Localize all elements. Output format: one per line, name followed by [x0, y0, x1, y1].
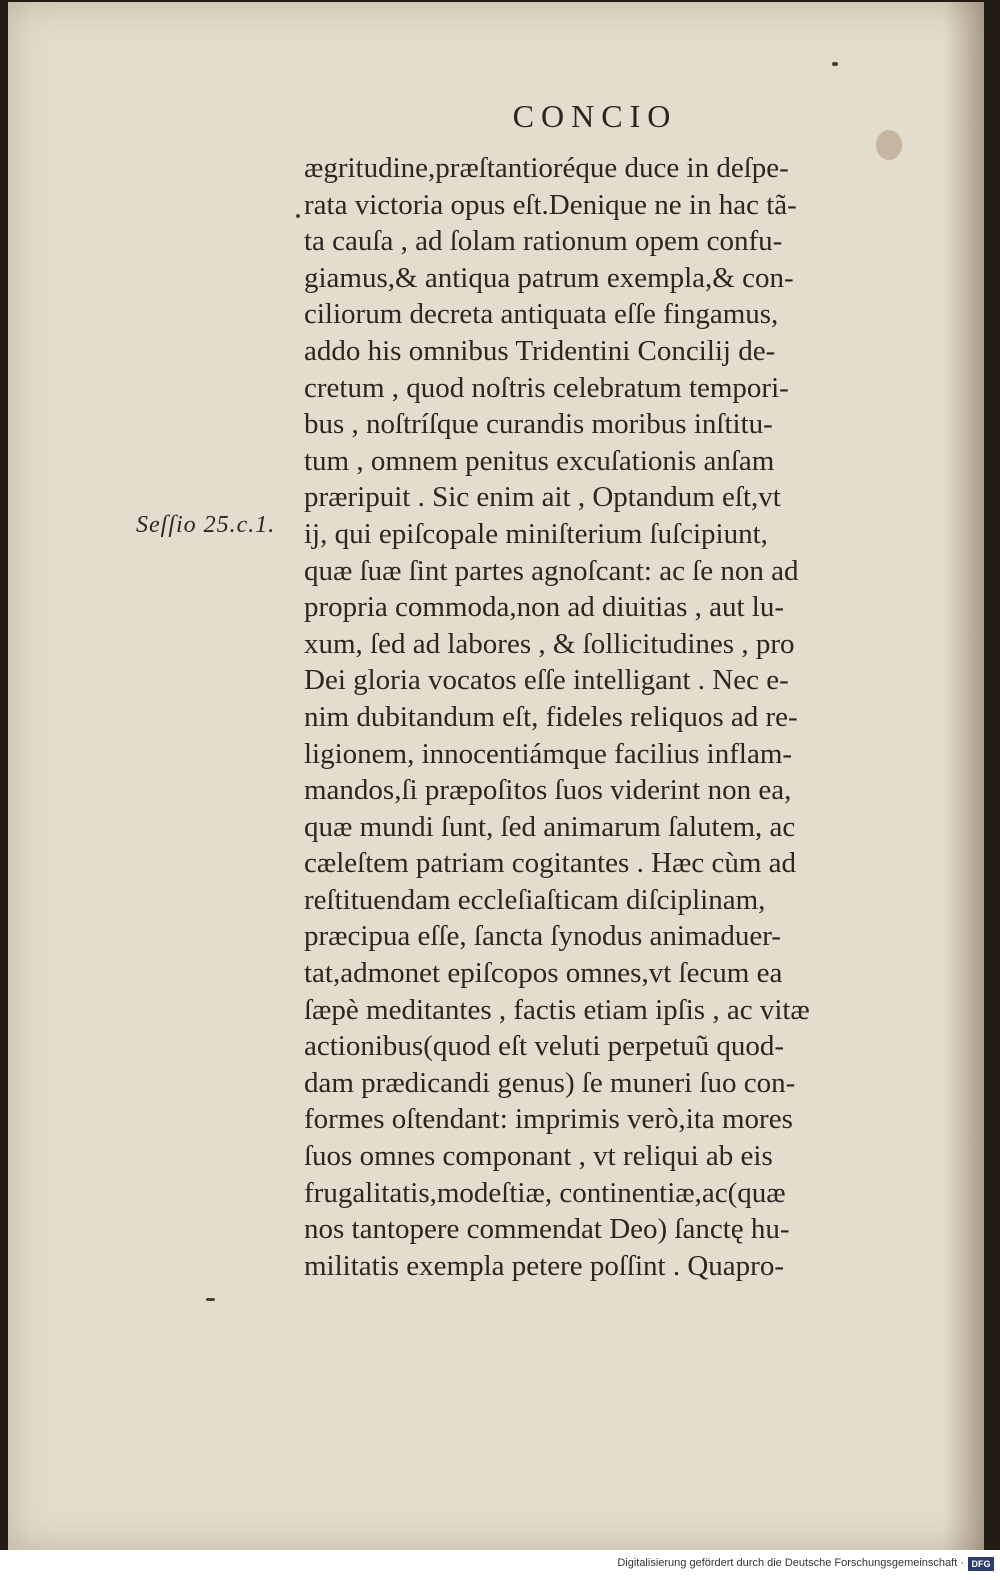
text-line: ægritudine,præſtantioréque duce in deſpe- — [304, 152, 789, 184]
text-line: Dei gloria vocatos eſſe intelligant . Nec e- — [304, 664, 789, 697]
text-line: actionibus(quod eſt veluti perpetuũ quod- — [304, 1030, 785, 1063]
text-line: tum , omnem penitus excuſationis anſam — [304, 444, 775, 477]
text-line: cretum , quod noſtris celebratum tempori- — [304, 371, 789, 404]
text-line: cæleſtem patriam cogitantes . Hæc cùm ad — [304, 847, 797, 880]
text-line: militatis exempla petere poſſint . Quapro- — [304, 1249, 784, 1282]
text-line: reſtituendam eccleſiaſticam diſciplinam, — [304, 883, 766, 916]
text-line: frugalitatis,modeſtiæ, continentiæ,ac(quæ — [304, 1176, 786, 1209]
text-line: xum, ſed ad labores , & ſollicitudines , pro — [304, 627, 795, 660]
footer-bar — [0, 1550, 1000, 1580]
text-line: bus , noſtríſque curandis moribus inſtitu- — [304, 408, 773, 441]
footer-credit: Digitalisierung gefördert durch die Deutsche Forschungsgemeinschaft · — [617, 1557, 964, 1569]
body-text — [304, 150, 916, 1284]
text-line: ciliorum decreta antiquata eſſe fingamus, — [304, 298, 779, 331]
text-line: tat,admonet epiſcopos omnes,vt ſecum ea — [304, 957, 783, 990]
ink-speck — [206, 1298, 215, 1301]
text-line: ligionem, innocentiámque facilius inflam- — [304, 737, 793, 770]
marginal-note: Seſſio 25.c.1. — [136, 512, 276, 538]
text-line: quæ ſuæ ſint partes agnoſcant: ac ſe non ad — [304, 554, 799, 587]
text-line: nim dubitandum eſt, fideles reliquos ad re- — [304, 700, 798, 733]
text-line: quæ mundi ſunt, ſed animarum ſalutem, ac — [304, 810, 796, 843]
text-line: præripuit . Sic enim ait , Optandum eſt,vt — [304, 481, 781, 514]
ink-speck — [296, 214, 300, 218]
text-line: formes oſtendant: imprimis verò,ita mores — [304, 1103, 793, 1136]
running-head: CONCIO — [512, 98, 678, 134]
text-line: præcipua eſſe, ſancta ſynodus animaduer- — [304, 920, 781, 953]
text-line: ſuos omnes componant , vt reliqui ab eis — [304, 1140, 773, 1173]
text-line: mandos,ſi præpoſitos ſuos viderint non ea, — [304, 774, 792, 807]
text-line: propria commoda,non ad diuitias , aut lu- — [304, 591, 785, 624]
text-line: ta cauſa , ad ſolam rationum opem confu- — [304, 225, 783, 258]
dfg-logo: DFG — [968, 1557, 994, 1571]
text-line: nos tantopere commendat Deo) ſanctę hu- — [304, 1213, 790, 1246]
text-line: ij, qui epiſcopale miniſterium ſuſcipiunt, — [304, 517, 768, 550]
text-line: dam prædicandi genus) ſe muneri ſuo con- — [304, 1066, 796, 1099]
text-line: giamus,& antiqua patrum exempla,& con- — [304, 261, 794, 294]
ink-speck — [832, 62, 838, 66]
text-line: ſæpè meditantes , factis etiam ipſis , ac vitæ — [304, 993, 810, 1026]
text-line: addo his omnibus Tridentini Concilij de- — [304, 334, 776, 367]
text-line: rata victoria opus eſt.Denique ne in hac tã- — [304, 188, 797, 221]
